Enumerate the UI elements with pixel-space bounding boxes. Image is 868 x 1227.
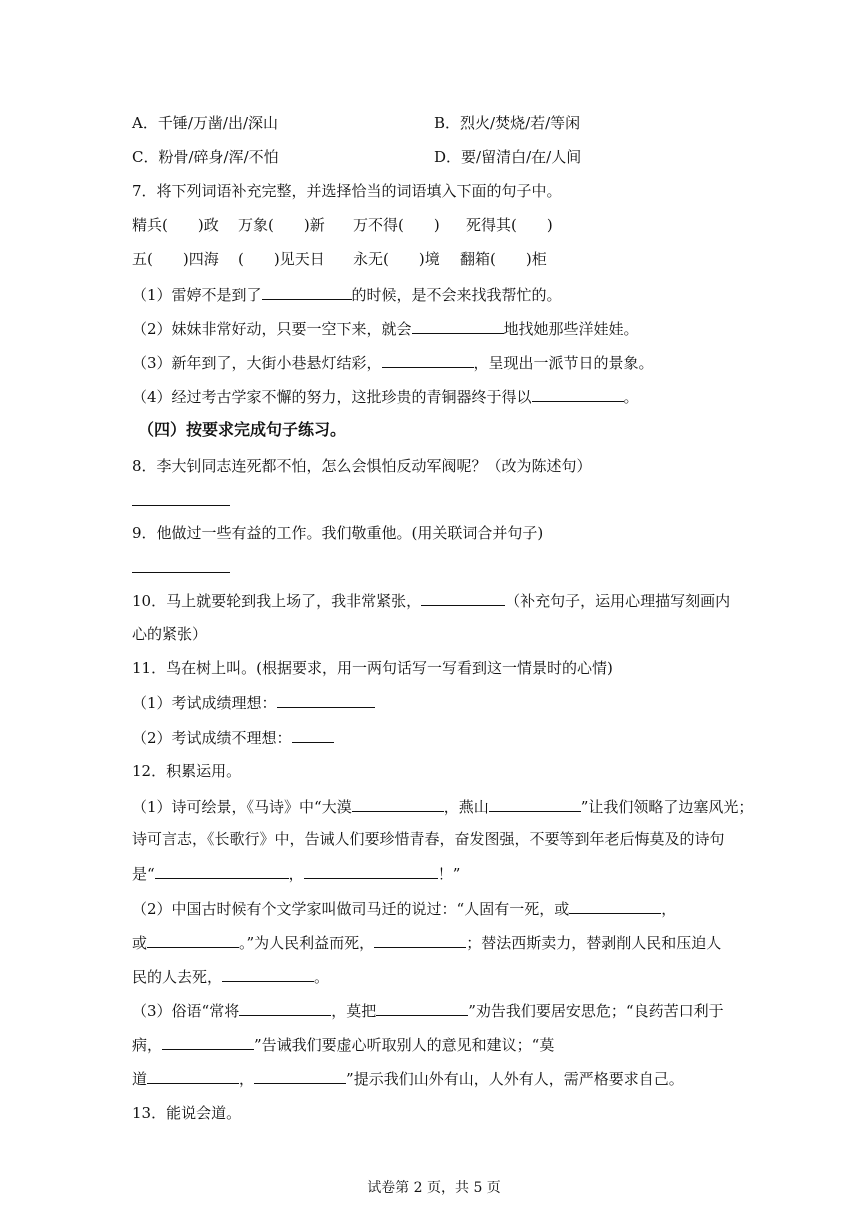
q7-word-3: 万不得( ) (353, 216, 440, 234)
q12-part-1-line-2: 诗可言志，《长歌行》中，告诫人们要珍惜青春，奋发图强，不要等到年老后悔莫及的诗句 (132, 830, 725, 848)
answer-blank[interactable] (277, 692, 375, 708)
answer-blank[interactable] (304, 863, 438, 879)
answer-blank[interactable] (239, 1000, 331, 1016)
answer-blank[interactable] (489, 796, 581, 812)
answer-line[interactable] (132, 505, 230, 506)
q12-part-3-line-3: 道 ， ”提示我们山外有山，人外有人，需严格要求自己。 (132, 1070, 684, 1088)
q7-word-5: 五( )四海 (132, 250, 219, 268)
q7-word-7: 永无( )境 (353, 250, 440, 268)
question-8: 8．李大钊同志连死都不怕，怎么会惧怕反动军阀呢？（改为陈述句） (132, 457, 592, 475)
q7-word-6: ( )见天日 (238, 250, 325, 268)
question-12: 12．积累运用。 (132, 762, 242, 780)
q12-part-1-line-3: 是“ ， ！” (132, 865, 461, 883)
q12-part-2-line-2: 或 。”为人民利益而死， ；替法西斯卖力，替剥削人民和压迫人 (132, 934, 722, 952)
answer-blank[interactable] (147, 932, 239, 948)
answer-blank[interactable] (222, 966, 314, 982)
q7-sentence-2: （2）妹妹非常好动，只要一空下来，就会 地找她那些洋娃娃。 (132, 320, 639, 338)
q11-part-2: （2）考试成绩不理想： (132, 727, 828, 748)
q7-word-1: 精兵( )政 (132, 216, 219, 234)
answer-blank[interactable] (376, 1000, 468, 1016)
answer-line[interactable] (132, 572, 230, 573)
answer-blank[interactable] (421, 590, 505, 606)
page-footer: 试卷第 2 页，共 5 页 (367, 1180, 501, 1196)
answer-blank[interactable] (382, 352, 474, 368)
section-heading: （四）按要求完成句子练习。 (138, 420, 347, 439)
option-c: C．粉骨/碎身/浑/不怕 (132, 148, 279, 166)
answer-blank[interactable] (147, 1068, 239, 1084)
answer-blank[interactable] (374, 932, 466, 948)
answer-blank[interactable] (162, 1034, 254, 1050)
q7-word-2: 万象( )新 (238, 216, 325, 234)
answer-blank[interactable] (254, 1068, 346, 1084)
answer-blank[interactable] (532, 386, 624, 402)
option-b: B．烈火/焚烧/若/等闲 (434, 114, 581, 132)
q12-part-1-line-1: （1）诗可绘景，《马诗》中“大漠 ，燕山 ”让我们领略了边塞风光； (132, 798, 754, 816)
q7-word-8: 翻箱( )柜 (460, 250, 547, 268)
q12-part-2-line-1: （2）中国古时候有个文学家叫做司马迁的说过：“人固有一死，或 ， (132, 900, 677, 918)
q7-sentence-4: （4）经过考古学家不懈的努力，这批珍贵的青铜器终于得以 。 (132, 388, 639, 406)
answer-blank[interactable] (262, 284, 352, 300)
question-9: 9．他做过一些有益的工作。我们敬重他。(用关联词合并句子) (132, 524, 544, 542)
answer-blank[interactable] (412, 318, 504, 334)
answer-blank[interactable] (292, 727, 334, 743)
question-13: 13．能说会道。 (132, 1104, 242, 1122)
question-11: 11．鸟在树上叫。(根据要求，用一两句话写一写看到这一情景时的心情) (132, 659, 613, 677)
q7-sentence-3: （3）新年到了，大街小巷悬灯结彩， ，呈现出一派节日的景象。 (132, 354, 654, 372)
q12-part-3-line-1: （3）俗语“常将 ，莫把 ”劝告我们要居安思危；“良药苦口利于 (132, 1002, 724, 1020)
question-7-stem: 7．将下列词语补充完整，并选择恰当的词语填入下面的句子中。 (132, 182, 562, 200)
option-d: D．要/留清白/在/人间 (434, 148, 582, 166)
q7-sentence-1: （1）雷婷不是到了 的时候，是不会来找我帮忙的。 (132, 286, 562, 304)
q12-part-2-line-3: 民的人去死， 。 (132, 968, 330, 986)
question-10: 10．马上就要轮到我上场了，我非常紧张， （补充句子，运用心理描写刻画内 (132, 592, 731, 610)
option-a: A．千锤/万凿/出/深山 (132, 114, 278, 132)
answer-blank[interactable] (352, 796, 444, 812)
answer-blank[interactable] (569, 898, 661, 914)
answer-blank[interactable] (155, 863, 289, 879)
question-10-cont: 心的紧张） (132, 625, 208, 643)
q11-part-1: （1）考试成绩理想： (132, 692, 828, 713)
q12-part-3-line-2: 病， ”告诫我们要虚心听取别人的意见和建议；“莫 (132, 1036, 555, 1054)
q7-word-4: 死得其( ) (466, 216, 553, 234)
